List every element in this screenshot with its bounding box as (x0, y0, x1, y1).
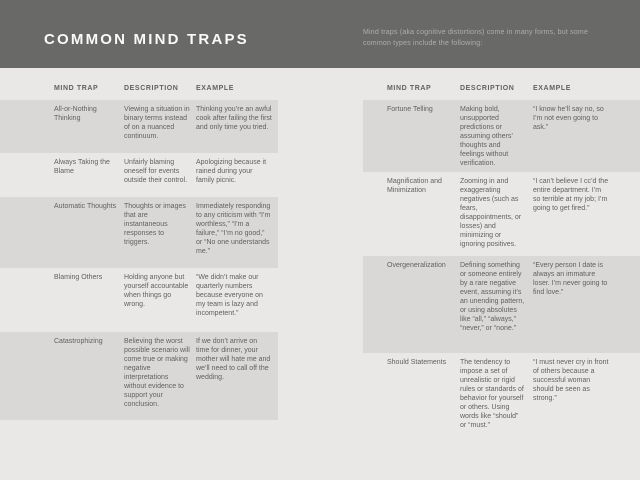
mind-trap-description: Unfairly blaming oneself for events outside their control. (124, 159, 188, 184)
column-header-description: DESCRIPTION (460, 85, 515, 92)
column-header-example: EXAMPLE (196, 85, 235, 92)
table-row (0, 197, 278, 268)
table-row (0, 100, 278, 153)
mind-trap-example: Apologizing because it rained during your family picnic. (196, 159, 267, 184)
mind-trap-example: “I know he’ll say no, so I’m not even going to ask.” (533, 106, 604, 131)
mind-trap-description: Thoughts or images that are instantaneous responses to triggers. (124, 203, 186, 246)
table-row (363, 100, 640, 172)
table-row (363, 353, 640, 445)
mind-trap-name: Overgeneralization (387, 262, 446, 269)
mind-trap-description: Viewing a situation in binary terms instead of on a nuanced continuum. (124, 106, 190, 140)
table-row (0, 268, 278, 332)
mind-trap-description: Believing the worst possible scenario will come true or making negative interpretations without evidence to support your conclusion. (124, 338, 190, 408)
column-header-mind-trap: MIND TRAP (387, 85, 432, 92)
mind-trap-name: Blaming Others (54, 274, 103, 281)
mind-trap-example: Thinking you’re an awful cook after failing the first and only time you tried. (196, 106, 272, 131)
mind-trap-example: “I must never cry in front of others because a successful woman should be seen as strong.” (533, 359, 609, 402)
column-header-example: EXAMPLE (533, 85, 572, 92)
mind-trap-name: Should Statements (387, 359, 447, 366)
mind-trap-description: Making bold, unsupported predictions or assuming others’ thoughts and feelings without verification. (460, 106, 513, 167)
table-row (0, 332, 278, 420)
mind-trap-description: Defining something or someone entirely by a rare negative event, assuming it’s an unending pattern, or using absolutes like “all,” “always,” “never,” or “none.” (460, 262, 525, 332)
mind-trap-example: “I can’t believe I cc’d the entire department. I’m so terrible at my job; I’m going to get fired.” (533, 178, 609, 212)
mind-traps-table-right (363, 84, 640, 445)
table-row (363, 256, 640, 353)
table-row (0, 153, 278, 197)
header-band (0, 0, 640, 68)
table-header-row (363, 84, 640, 100)
mind-trap-example: If we don’t arrive on time for dinner, your mother will hate me and we’ll need to call off the wedding. (196, 338, 271, 381)
mind-trap-name: Magnification and Minimization (387, 178, 442, 194)
table-row (363, 172, 640, 256)
mind-trap-example: “We didn’t make our quarterly numbers because everyone on my team is lazy and incompetent.” (196, 274, 263, 317)
mind-trap-description: The tendency to impose a set of unrealistic or rigid rules or standards of behavior for yourself or others. Using words like “should” or “must.” (460, 359, 524, 429)
mind-trap-name: Fortune Telling (387, 106, 433, 113)
mind-trap-name: Catastrophizing (54, 338, 103, 345)
mind-trap-name: Always Taking the Blame (54, 159, 110, 175)
mind-trap-name: All-or-Nothing Thinking (54, 106, 97, 122)
mind-trap-example: “Every person I date is always an immature loser. I’m never going to find love.” (533, 262, 608, 296)
column-header-mind-trap: MIND TRAP (54, 85, 99, 92)
mind-trap-example: Immediately responding to any criticism with “I’m worthless,” “I’m a failure,” “I’m no good,” or “No one understands me.” (196, 203, 271, 255)
column-header-description: DESCRIPTION (124, 85, 179, 92)
page-title: COMMON MIND TRAPS (44, 31, 249, 48)
mind-trap-description: Zooming in and exaggerating negatives (such as fears, disappointments, or losses) and minimizing or ignoring positives. (460, 178, 522, 248)
header-subtitle: Mind traps (aka cognitive distortions) come in many forms, but some common types include the following: (363, 29, 589, 47)
mind-traps-table-left (0, 84, 278, 420)
table-header-row (0, 84, 278, 100)
mind-trap-name: Automatic Thoughts (54, 203, 117, 210)
mind-trap-description: Holding anyone but yourself accountable when things go wrong. (124, 274, 189, 308)
